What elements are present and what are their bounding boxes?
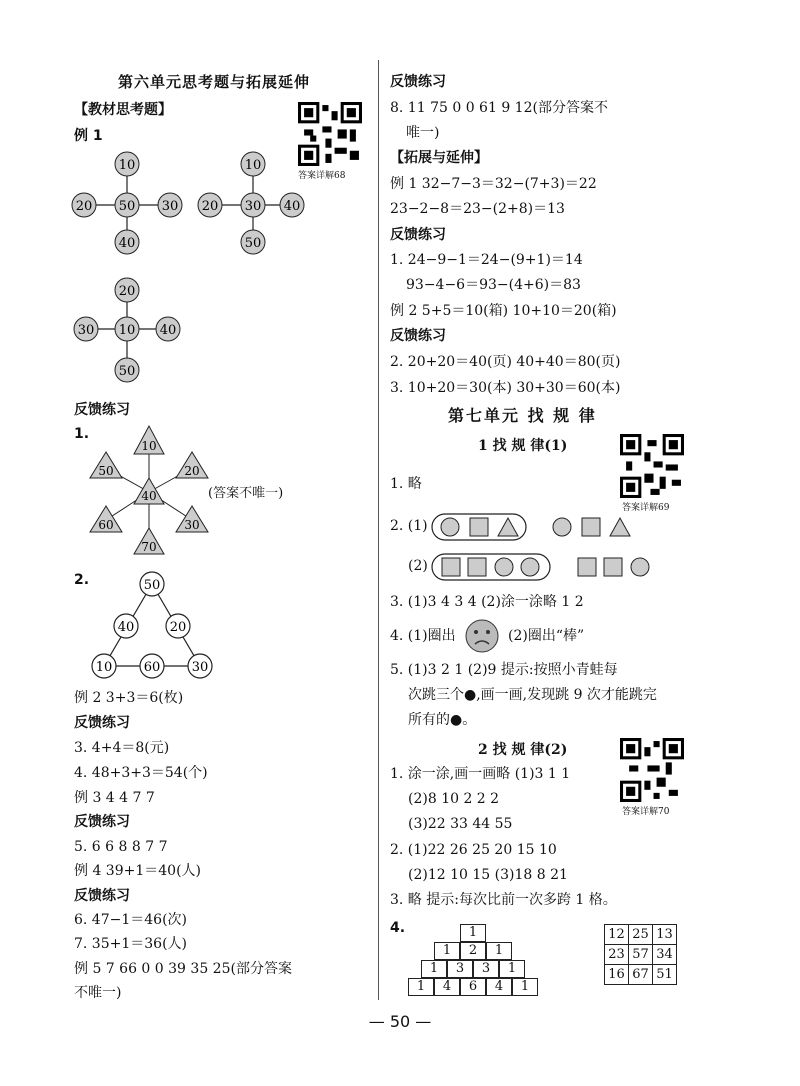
star-bottom: 70 [141, 540, 157, 554]
cross1-left: 20 [75, 199, 93, 214]
lesson-1-question-1: 1. 略 [390, 476, 422, 492]
cross1-top: 10 [118, 158, 136, 173]
feedback-heading-top: 反馈练习 [390, 74, 446, 90]
pyramid-cell: 1 [434, 942, 460, 960]
cross-3 [70, 274, 190, 386]
pyramid-cell: 3 [447, 960, 473, 978]
feedback-heading-4: 反馈练习 [74, 888, 130, 904]
tri-bottom-mid: 60 [143, 660, 161, 675]
cross3-bottom: 50 [118, 364, 136, 379]
example-1-label: 例 1 [74, 128, 103, 144]
pyramid-cell: 6 [460, 978, 486, 996]
question-8-line-2: 唯一) [406, 125, 440, 141]
ext-question-2: 2. 20+20＝40(页) 40+40＝80(页) [390, 354, 621, 370]
star-top: 10 [141, 439, 157, 453]
lesson-1-question-5-line-3: 所有的●。 [408, 712, 477, 728]
pyramid-cell: 1 [460, 924, 486, 942]
extend-heading: 【拓展与延伸】 [390, 150, 488, 166]
lesson-1-title: 1 找 规 律(1) [478, 438, 568, 454]
page-number: — 50 — [368, 1012, 432, 1031]
lesson-1-question-4a: 4. (1)圈出 [390, 628, 456, 644]
example-2: 例 2 3+3＝6(枚) [74, 690, 184, 706]
lesson-1-question-5-line-1: 5. (1)3 2 1 (2)9 提示:按照小青蛙每 [390, 662, 618, 678]
feedback-heading-b: 反馈练习 [390, 328, 446, 344]
tri-top: 50 [143, 578, 161, 593]
question-6: 6. 47−1＝46(次) [74, 912, 187, 928]
qr-caption: 答案详解69 [622, 503, 670, 513]
section-title: 第六单元思考题与拓展延伸 [118, 73, 311, 91]
cross2-center: 30 [244, 199, 262, 214]
grid-cell: 34 [653, 945, 677, 965]
ext-question-1-line-2: 93−4−6＝93−(4+6)＝83 [406, 277, 581, 293]
example-5-line-2: 不唯一) [74, 985, 122, 1001]
cross2-left: 20 [201, 199, 219, 214]
number-pyramid [408, 924, 554, 1004]
lesson-1-question-4b: (2)圈出“棒” [508, 628, 585, 644]
feedback-heading-2: 反馈练习 [74, 715, 130, 731]
cross2-bottom: 50 [244, 236, 262, 251]
qr-code-icon[interactable] [620, 738, 684, 802]
feedback-heading-a: 反馈练习 [390, 227, 446, 243]
pyramid-cell: 1 [499, 960, 525, 978]
lesson-2-question-1-line-2: (2)8 10 2 2 2 [408, 791, 500, 807]
number-grid [604, 924, 677, 985]
cross1-right: 30 [161, 199, 179, 214]
sad-face-icon [464, 618, 500, 654]
ext-question-3: 3. 10+20＝30(本) 30+30＝60(本) [390, 380, 621, 396]
grid-cell: 13 [653, 925, 677, 945]
question-8-line-1: 8. 11 75 0 0 61 9 12(部分答案不 [390, 100, 608, 116]
tri-mid-left: 40 [117, 620, 135, 635]
pyramid-cell: 4 [486, 978, 512, 996]
example-1-cross-diagrams [70, 146, 330, 258]
grid-cell: 12 [605, 925, 629, 945]
question-7: 7. 35+1＝36(人) [74, 936, 187, 952]
question-1-note: (答案不唯一) [208, 486, 284, 501]
example-4: 例 4 39+1＝40(人) [74, 863, 201, 879]
lesson-2-question-2-line-1: 2. (1)22 26 25 20 15 10 [390, 842, 557, 858]
example-3: 例 3 4 4 7 7 [74, 790, 155, 806]
pyramid-cell: 1 [512, 978, 538, 996]
lesson-1-question-3: 3. (1)3 4 3 4 (2)涂一涂略 1 2 [390, 594, 584, 610]
question-5: 5. 6 6 8 8 7 7 [74, 839, 168, 855]
star-lower-right: 30 [184, 518, 200, 532]
question-2-label: 2. [74, 572, 90, 588]
feedback-heading-1: 反馈练习 [74, 402, 130, 418]
pyramid-cell: 2 [460, 942, 486, 960]
triangle-star-diagram [84, 420, 224, 560]
question-1-label: 1. [74, 426, 90, 442]
pyramid-cell: 3 [473, 960, 499, 978]
unit-7-title: 第七单元 找 规 律 [448, 406, 597, 425]
grid-cell: 16 [605, 965, 629, 985]
ext-question-1-line-1: 1. 24−9−1＝24−(9+1)＝14 [390, 252, 583, 268]
tri-mid-right: 20 [169, 620, 187, 635]
circle-triangle-diagram [84, 570, 224, 684]
question-3: 3. 4+4＝8(元) [74, 740, 170, 756]
cross1-center: 50 [118, 199, 136, 214]
grid-cell: 25 [629, 925, 653, 945]
pyramid-cell: 1 [421, 960, 447, 978]
cross3-center: 10 [118, 323, 136, 338]
grid-cell: 23 [605, 945, 629, 965]
column-divider [378, 60, 379, 1000]
cross-2 [198, 152, 304, 254]
lesson-2-question-2-line-2: (2)12 10 15 (3)18 8 21 [408, 867, 568, 883]
textbook-heading: 【教材思考题】 [74, 102, 172, 118]
cross1-bottom: 40 [118, 236, 136, 251]
star-upper-left: 50 [98, 464, 114, 478]
lesson-2-question-1-line-1: 1. 涂一涂,画一画略 (1)3 1 1 [390, 766, 571, 782]
grid-cell: 57 [629, 945, 653, 965]
question-4: 4. 48+3+3＝54(个) [74, 765, 208, 781]
pyramid-cell: 1 [408, 978, 434, 996]
lesson-1-question-2b-label: (2) [408, 558, 428, 574]
example-5-line-1: 例 5 7 66 0 0 39 35 25(部分答案 [74, 961, 292, 977]
ext-example-2: 例 2 5+5＝10(箱) 10+10＝20(箱) [390, 303, 617, 319]
cross3-top: 20 [118, 284, 136, 299]
ext-example-1-line-1: 例 1 32−7−3＝32−(7+3)＝22 [390, 176, 597, 192]
star-upper-right: 20 [184, 464, 200, 478]
ext-example-1-line-2: 23−2−8＝23−(2+8)＝13 [390, 201, 565, 217]
lesson-2-title: 2 找 规 律(2) [478, 742, 568, 758]
lesson-1-question-2a-label: 2. (1) [390, 518, 428, 534]
feedback-heading-3: 反馈练习 [74, 814, 130, 830]
grid-cell: 51 [653, 965, 677, 985]
cross2-top: 10 [244, 158, 262, 173]
lesson-2-question-1-line-3: (3)22 33 44 55 [408, 816, 513, 832]
lesson-2-question-4-label: 4. [390, 920, 406, 936]
lesson-2-question-3: 3. 略 提示:每次比前一次多跨 1 格。 [390, 892, 617, 908]
lesson-1-question-5-line-2: 次跳三个●,画一画,发现跳 9 次才能跳完 [408, 687, 657, 703]
qr-code-icon[interactable] [620, 434, 684, 498]
star-center: 40 [141, 489, 157, 503]
shape-pattern-2 [430, 552, 656, 582]
cross-1 [72, 152, 182, 254]
tri-bottom-left: 10 [95, 660, 113, 675]
grid-cell: 67 [629, 965, 653, 985]
star-lower-left: 60 [98, 518, 114, 532]
qr-caption: 答案详解68 [298, 171, 346, 181]
shape-pattern-1 [430, 512, 640, 542]
qr-caption: 答案详解70 [622, 807, 670, 817]
cross2-right: 40 [283, 199, 301, 214]
cross3-left: 30 [77, 323, 95, 338]
pyramid-cell: 1 [486, 942, 512, 960]
pyramid-cell: 4 [434, 978, 460, 996]
tri-bottom-right: 30 [191, 660, 209, 675]
cross3-right: 40 [159, 323, 177, 338]
